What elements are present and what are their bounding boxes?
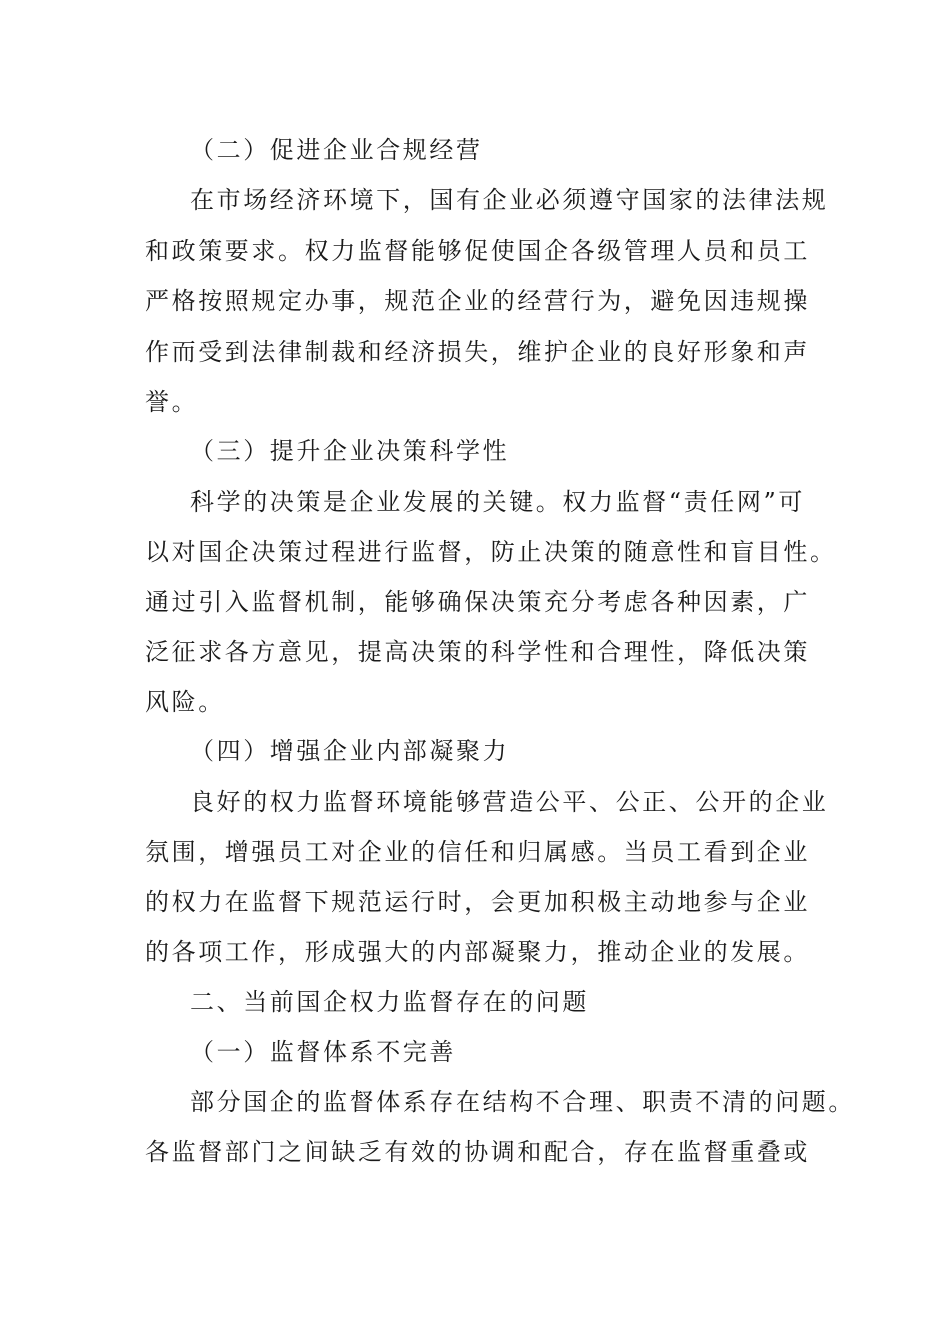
paragraph-line: 风险。 [145,688,225,716]
paragraph-line: 在市场经济环境下，国有企业必须遵守国家的法律法规 [190,186,829,214]
paragraph-line: 科学的决策是企业发展的关键。权力监督“责任网”可 [190,488,805,516]
paragraph-line: 各监督部门之间缺乏有效的协调和配合，存在监督重叠或 [145,1138,810,1166]
paragraph-line: 泛征求各方意见，提高决策的科学性和合理性，降低决策 [145,638,810,666]
paragraph-line: 严格按照规定办事，规范企业的经营行为，避免因违规操 [145,287,810,315]
paragraph-line: 誉。 [145,388,199,416]
paragraph-line: 和政策要求。权力监督能够促使国企各级管理人员和员工 [145,237,810,265]
paragraph-line: 的各项工作，形成强大的内部凝聚力，推动企业的发展。 [145,938,810,966]
section-heading-4: （四）增强企业内部凝聚力 [190,737,510,765]
paragraph-line: 以对国企决策过程进行监督，防止决策的随意性和盲目性。 [145,538,837,566]
paragraph-line: 通过引入监督机制，能够确保决策充分考虑各种因素，广 [145,588,810,616]
paragraph-line: 良好的权力监督环境能够营造公平、公正、公开的企业 [190,788,829,816]
section-heading-2: （二）促进企业合规经营 [190,136,483,164]
paragraph-line: 部分国企的监督体系存在结构不合理、职责不清的问题。 [190,1088,855,1116]
section-heading-1: （一）监督体系不完善 [190,1038,456,1066]
paragraph-line: 氛围，增强员工对企业的信任和归属感。当员工看到企业 [145,838,810,866]
section-heading-3: （三）提升企业决策科学性 [190,437,510,465]
paragraph-line: 作而受到法律制裁和经济损失，维护企业的良好形象和声 [145,338,810,366]
paragraph-line: 的权力在监督下规范运行时，会更加积极主动地参与企业 [145,888,810,916]
chapter-heading: 二、当前国企权力监督存在的问题 [190,988,589,1016]
